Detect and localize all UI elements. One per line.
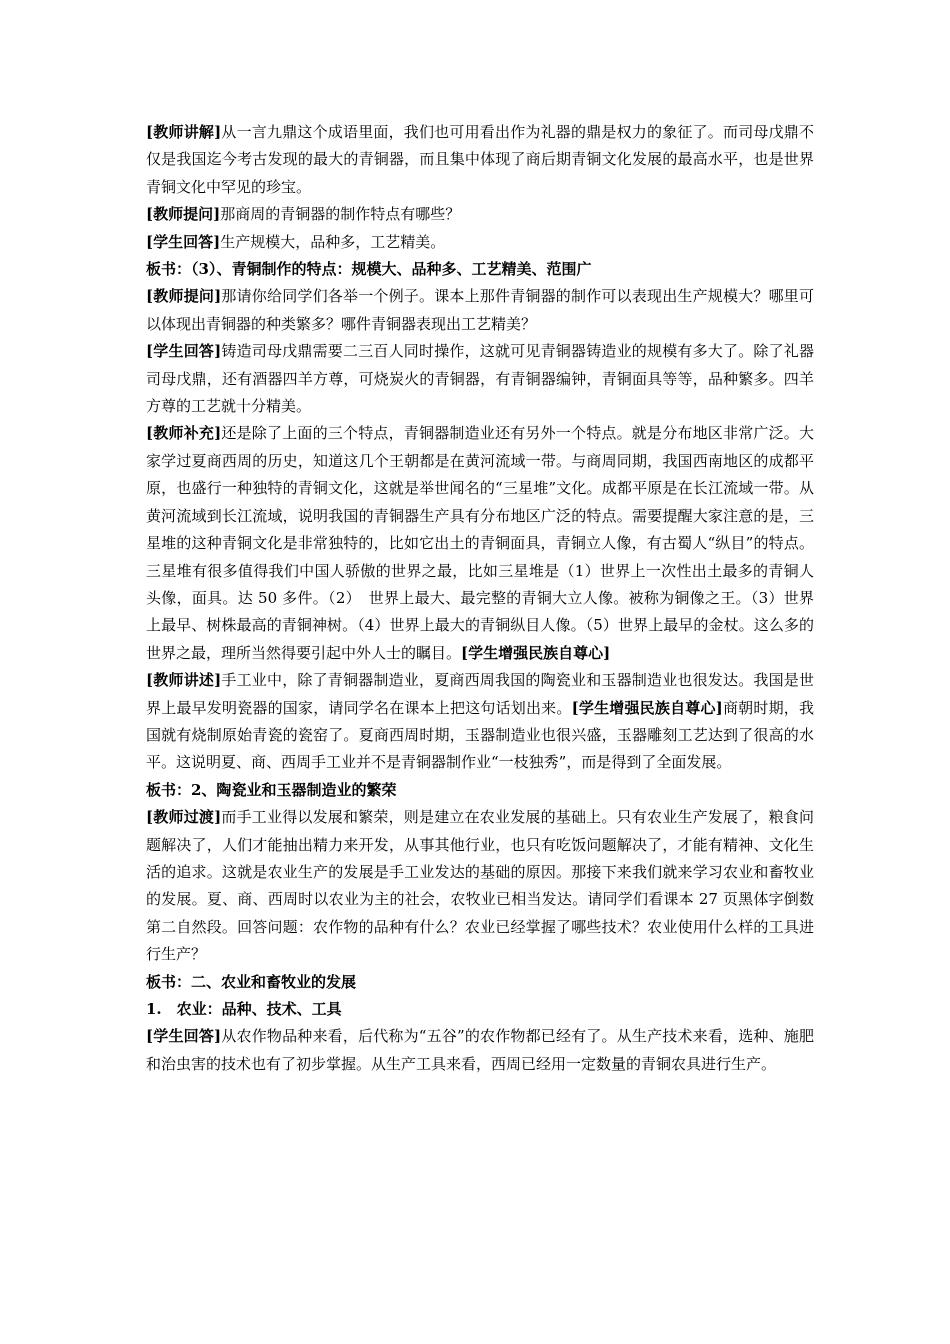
- speaker-label: [学生回答]: [146, 1027, 222, 1046]
- paragraph-teacher-supplement: [146, 420, 814, 667]
- paragraph-teacher-narration: [146, 667, 814, 777]
- blackboard-heading: 板书：2、陶瓷业和玉器制造业的繁荣: [146, 780, 397, 799]
- speaker-label: [教师补充]: [146, 424, 222, 443]
- speaker-label: [学生回答]: [146, 342, 222, 361]
- paragraph-student-answer: [146, 338, 814, 420]
- paragraph-student-answer: [146, 229, 814, 256]
- speaker-label: [教师提问]: [146, 205, 221, 224]
- speaker-label: [教师提问]: [146, 287, 222, 306]
- speaker-label: [教师讲述]: [146, 671, 222, 690]
- student-note: [学生增强民族自尊心]: [571, 698, 723, 717]
- paragraph-text: 从农作物品种来看，后代称为“五谷”的农作物都已经有了。从生产技术来看，选种、施肥和治虫害的技术也有了初步掌握。从生产工具来看，西周已经用一定数量的青铜农具进行生产。: [146, 1027, 814, 1073]
- paragraph-teacher-question: [146, 201, 814, 228]
- paragraph-text: 而手工业得以发展和繁荣，则是建立在农业发展的基础上。只有农业生产发展了，粮食问题解决了，人们才能抽出精力来开发，从事其他行业，也只有吃饭问题解决了，才能有精神、文化生活的追求。这就是农业生产的发展是手工业发达的基础的原因。那接下来我们就来学习农业和畜牧业的发展。夏、商、西周时以农业为主的社会，农牧业已相当发达。请同学们看课本 27 页黑体字倒数第二自然段。回答问题：农作物的品种有什么？农业已经掌握了哪些技术？农业使用什么样的工具进行生产？: [146, 808, 814, 964]
- paragraph-text: 生产规模大，品种多，工艺精美。: [220, 232, 446, 251]
- paragraph-text: 那请你给同学们各举一个例子。课本上那件青铜器的制作可以表现出生产规模大？哪里可以体现出青铜器的种类繁多？哪件青铜器表现出工艺精美？: [146, 287, 814, 333]
- blackboard-subheading: 1. 农业：品种、技术、工具: [146, 1000, 342, 1018]
- paragraph-student-answer: [146, 1023, 814, 1078]
- document-page: [146, 119, 814, 1078]
- paragraph-teacher-question: [146, 283, 814, 338]
- blackboard-heading: 板书：二、农业和畜牧业的发展: [146, 972, 357, 991]
- speaker-label: [教师讲解]: [146, 123, 222, 141]
- blackboard-heading: 板书：（3）、青铜制作的特点：规模大、品种多、工艺精美、范围广: [146, 260, 592, 279]
- paragraph-teacher-explain: [146, 119, 814, 201]
- paragraph-text: 铸造司母戊鼎需要二三百人同时操作，这就可见青铜器铸造业的规模有多大了。除了礼器司母戊鼎，还有酒器四羊方尊，可烧炭火的青铜器，有青铜器编钟，青铜面具等等，品种繁多。四羊方尊的工艺就十分精美。: [146, 342, 814, 416]
- speaker-label: [教师过渡]: [146, 808, 222, 827]
- speaker-label: [学生回答]: [146, 232, 221, 251]
- paragraph-text: 那商周的青铜器的制作特点有哪些？: [220, 205, 461, 224]
- paragraph-text: 还是除了上面的三个特点，青铜器制造业还有另外一个特点。就是分布地区非常广泛。大家学过夏商西周的历史，知道这几个王朝都是在黄河流域一带。与商周同期，我国西南地区的成都平原，也盛行一种独特的青铜文化，这就是举世闻名的“三星堆”文化。成都平原是在长江流域一带。从黄河流域到长江流域，说明我国的青铜器生产具有分布地区广泛的特点。需要提醒大家注意的是，三星堆的这种青铜文化是非常独特的，比如它出土的青铜面具，青铜立人像，有古蜀人“纵目”的特点。三星堆有很多值得我们中国人骄傲的世界之最，比如三星堆是（1）世界上一次性出土最多的青铜人头像，面具。达 50 多件。（2） 世界上最大、最完整的青铜大立人像。被称为铜像之王。（3）世界上最早、树株最高的青铜神树。（4）世界上最大的青铜纵目人像。（5）世界上最早的金杖。这么多的世界之最，理所当然得要引起中外人士的瞩目。: [146, 424, 814, 662]
- paragraph-teacher-transition: [146, 804, 814, 968]
- paragraph-text: 商朝时期，我国就有烧制原始青瓷的瓷窑了。夏商西周时期，玉器制造业也很兴盛，玉器雕刻工艺达到了很高的水平。这说明夏、商、西周手工业并不是青铜器制作业“一枝独秀”，而是得到了全面发展。: [146, 698, 814, 772]
- student-note: [学生增强民族自尊心]: [461, 643, 611, 662]
- paragraph-text: 手工业中，除了青铜器制造业，夏商西周我国的陶瓷业和玉器制造业也很发达。我国是世界上最早发明瓷器的国家，请同学名在课本上把这句话划出来。: [146, 671, 814, 717]
- paragraph-text: 从一言九鼎这个成语里面，我们也可用看出作为礼器的鼎是权力的象征了。而司母戊鼎不仅是我国迄今考古发现的最大的青铜器，而且集中体现了商后期青铜文化发展的最高水平，也是世界青铜文化中罕见的珍宝。: [146, 123, 814, 196]
